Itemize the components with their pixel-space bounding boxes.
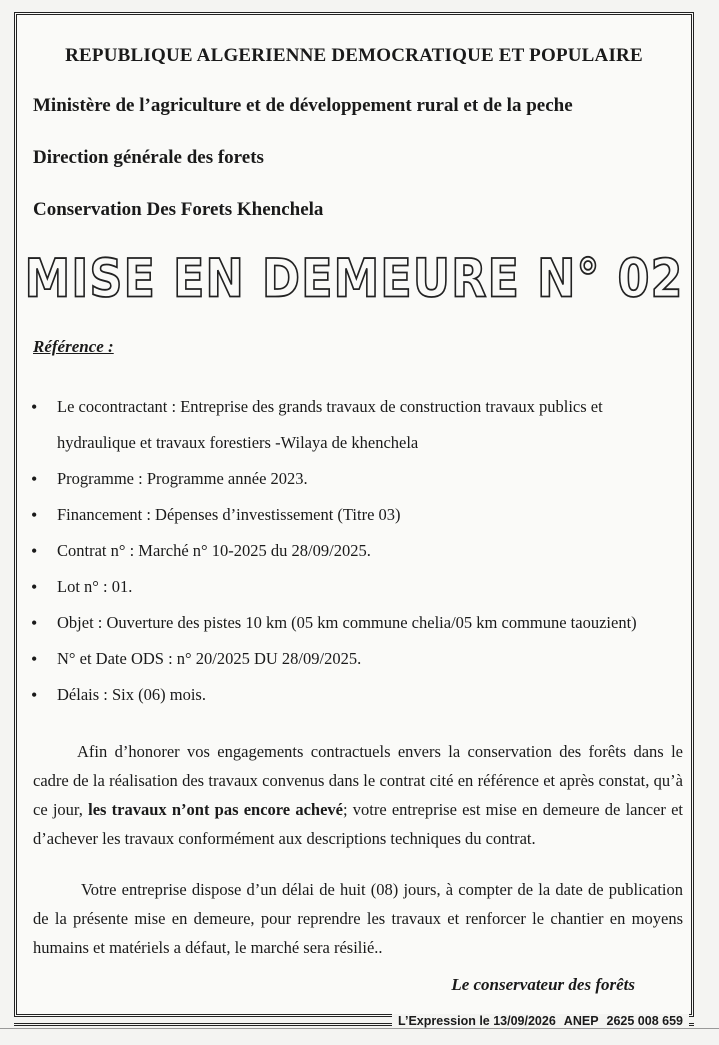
list-item: • Programme : Programme année 2023. [31,461,681,497]
notice-frame [14,12,694,1017]
list-item: • Financement : Dépenses d’investissement (Titre 03) [31,497,681,533]
publication-footer [0,1014,719,1036]
paragraph-1-text-start: Afin d’honorer vos engagements contractuels envers la conservation des forêts dans le cadre de la réalisation des travaux convenus dans le contrat cité en référence et après constat, qu’à ce jour, [33,742,683,819]
body-paragraph-2: Votre entreprise dispose d’un délai de huit (08) jours, à compter de la date de publication de la présente mise en demeure, pour reprendre les travaux et renforcer le chantier en moyens humains et matériels a défaut, le marché sera résilié.. [33,880,683,957]
agency-name: ANEP [563,1014,599,1028]
paragraph-1-emphasis: les travaux n’ont pas encore achevé [88,800,343,819]
paragraph-1-text-end: ; votre entreprise est mise en demeure de lancer et d’achever les travaux conformément aux descriptions techniques du contrat. [33,800,683,848]
publication-date: L’Expression le 13/09/2026 [398,1014,556,1028]
list-item: • Le cocontractant : Entreprise des grands travaux de construction travaux publics et hydraulique et travaux forestiers -Wilaya de khenchela [31,389,681,461]
list-item: • Contrat n° : Marché n° 10-2025 du 28/09/2025. [31,533,681,569]
list-item: • Objet : Ouverture des pistes 10 km (05 km commune chelia/05 km commune taouzient) [31,605,681,641]
republic-heading: REPUBLIQUE ALGERIENNE DEMOCRATIQUE ET POPULAIRE [65,45,643,66]
page-edge [0,1028,719,1029]
reference-label: Référence : [33,337,114,356]
direction-heading: Direction générale des forets [33,147,264,168]
conservation-heading: Conservation Des Forets Khenchela [33,199,324,220]
list-item: • Délais : Six (06) mois. [31,677,681,713]
ministry-heading: Ministère de l’agriculture et de développement rural et de la peche [33,95,573,116]
signature: Le conservateur des forêts [451,975,635,994]
footer-text [392,1014,689,1028]
publication-code: 2625 008 659 [606,1014,683,1028]
body-paragraph-1 [33,737,683,853]
reference-list [31,389,681,713]
notice-title: MISE EN DEMEURE N° 02 [24,246,684,310]
list-item: • N° et Date ODS : n° 20/2025 DU 28/09/2025. [31,641,681,677]
list-item: • Lot n° : 01. [31,569,681,605]
